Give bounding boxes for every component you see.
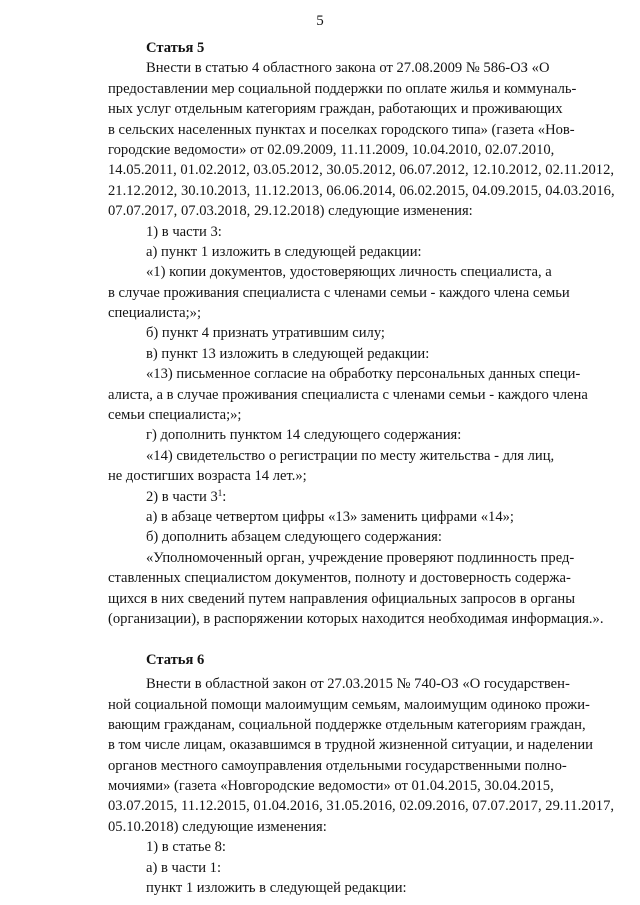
paragraph-line: в сельских населенных пунктах и поселках городского типа» (газета «Нов- — [108, 121, 575, 138]
paragraph-line: «1) копии документов, удостоверяющих личность специалиста, а — [146, 264, 552, 281]
paragraph-line: 03.07.2015, 11.12.2015, 01.04.2016, 31.05.2016, 02.09.2016, 07.07.2017, 29.11.2017, — [108, 798, 615, 815]
paragraph-line: щихся в них сведений путем направления официальных запросов в органы — [108, 590, 576, 607]
article-6-heading: Статья 6 — [146, 651, 205, 668]
page-number: 5 — [316, 13, 324, 29]
paragraph-line: а) пункт 1 изложить в следующей редакции: — [146, 243, 422, 260]
paragraph-line: вающим гражданам, социальной поддержке отдельным категориям граждан, — [108, 716, 586, 733]
paragraph-line: «Уполномоченный орган, учреждение проверяют подлинность пред- — [146, 549, 575, 566]
paragraph-line: «13) письменное согласие на обработку персональных данных специ- — [146, 366, 581, 383]
paragraph-line: «14) свидетельство о регистрации по месту жительства - для лиц, — [146, 447, 555, 464]
paragraph-line: ной социальной помощи малоимущим семьям, малоимущим одиноко прожи- — [108, 696, 590, 713]
paragraph-line — [108, 487, 544, 507]
paragraph-line: алиста, а в случае проживания специалиста с членами семьи - каждого члена — [108, 386, 588, 403]
paragraph-line: мочиями» (газета «Новгородские ведомости» от 01.04.2015, 30.04.2015, — [108, 778, 554, 795]
paragraph-line-text: 2) в части 3 — [146, 488, 218, 505]
paragraph-line: (организации), в распоряжении которых находится необходимая информация.». — [108, 610, 604, 627]
article-5-heading: Статья 5 — [146, 40, 205, 56]
paragraph-line: б) дополнить абзацем следующего содержания: — [146, 529, 442, 546]
paragraph-line: городские ведомости» от 02.09.2009, 11.11.2009, 10.04.2010, 02.07.2010, — [108, 141, 555, 158]
paragraph-line: ных услуг отдельным категориям граждан, работающих и проживающих — [108, 101, 563, 118]
paragraph-line: органов местного самоуправления отдельными государственными полно- — [108, 757, 567, 774]
superscript: 1 — [217, 487, 223, 498]
paragraph-line: специалиста;»; — [108, 305, 201, 322]
paragraph-line: 21.12.2012, 30.10.2013, 11.12.2013, 06.06.2014, 06.02.2015, 04.09.2015, 04.03.2016, — [108, 182, 615, 199]
paragraph-line: г) дополнить пунктом 14 следующего содержания: — [146, 427, 462, 444]
paragraph-line: 1) в части 3: — [146, 223, 222, 240]
paragraph-line: 1) в статье 8: — [146, 839, 226, 856]
section-spacer — [108, 629, 544, 649]
paragraph-line: в) пункт 13 изложить в следующей редакции: — [146, 345, 430, 362]
paragraph-line: Внести в областной закон от 27.03.2015 № 740-ОЗ «О государствен- — [146, 676, 570, 693]
paragraph-line: предоставлении мер социальной поддержки по оплате жилья и коммуналь- — [108, 80, 577, 97]
paragraph-line: в том числе лицам, оказавшимся в трудной жизненной ситуации, и наделении — [108, 737, 593, 754]
paragraph-line: не достигших возраста 14 лет.»; — [108, 468, 307, 485]
paragraph-line: 14.05.2011, 01.02.2012, 03.05.2012, 30.05.2012, 06.07.2012, 12.10.2012, 02.11.2012, — [108, 162, 615, 179]
paragraph-line: в случае проживания специалиста с членами семьи - каждого члена семьи — [108, 284, 570, 301]
paragraph-line: пункт 1 изложить в следующей редакции: — [146, 880, 407, 897]
paragraph-line-tail: : — [222, 488, 227, 505]
paragraph-line: 07.07.2017, 07.03.2018, 29.12.2018) следующие изменения: — [108, 203, 473, 220]
paragraph-line: а) в абзаце четвертом цифры «13» заменить цифрами «14»; — [146, 508, 514, 525]
paragraph-line: а) в части 1: — [146, 859, 222, 876]
paragraph-line: б) пункт 4 признать утратившим силу; — [146, 325, 385, 342]
paragraph-line: семьи специалиста;»; — [108, 407, 242, 424]
paragraph-line: Внести в статью 4 областного закона от 27.08.2009 № 586-ОЗ «О — [146, 60, 550, 77]
paragraph-line: 05.10.2018) следующие изменения: — [108, 818, 327, 835]
paragraph-line: ставленных специалистом документов, полноту и достоверность содержа- — [108, 570, 571, 587]
document-body — [108, 38, 615, 898]
